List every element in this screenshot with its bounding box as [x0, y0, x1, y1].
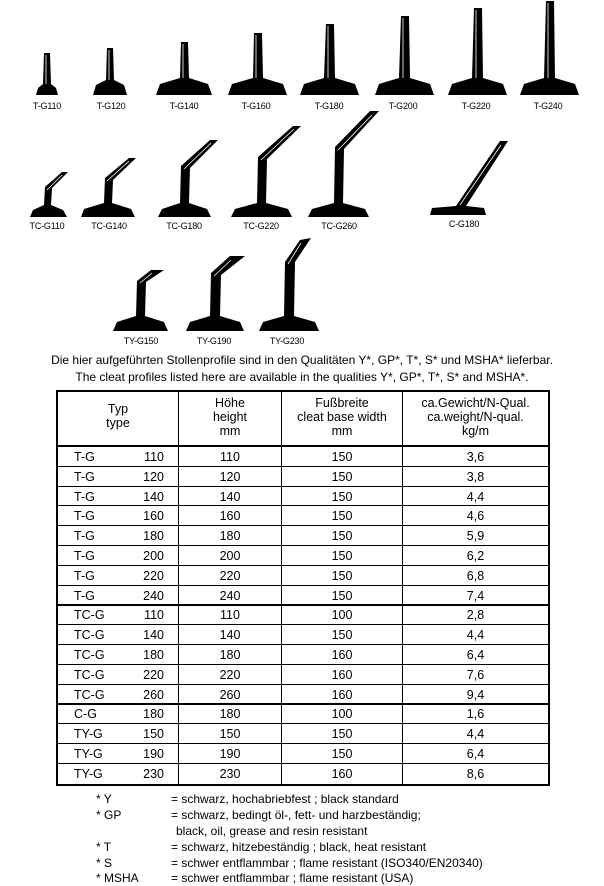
row-divider — [58, 525, 548, 526]
cell-weight: 1,6 — [466, 707, 485, 722]
cell-size: 260 — [143, 687, 164, 702]
cell-size: 200 — [143, 549, 164, 563]
row-divider — [58, 743, 548, 744]
cell-height: 220 — [219, 568, 241, 583]
footnote-mark-msha: * MSHA — [96, 871, 139, 885]
caption-tc-g110: TC-G110 — [29, 221, 65, 231]
cell-size: 180 — [143, 648, 164, 662]
header-weight: ca.Gewicht/N-Qual. ca.weight/N-qual. kg/m — [421, 396, 530, 438]
cell-weight: 9,4 — [466, 687, 485, 702]
cell-height: 110 — [220, 450, 240, 464]
cell-type: T-G — [74, 529, 95, 544]
intro-text-de: Die hier aufgeführten Stollenprofile sind in den Qualitäten Y*, GP*, T*, S* und MSHA* lieferbar. — [51, 353, 553, 367]
cell-size: 160 — [143, 509, 164, 524]
cell-height: 120 — [219, 469, 241, 484]
cell-base-width: 150 — [331, 549, 353, 563]
row-divider — [58, 565, 548, 566]
caption-tc-g260: TC-G260 — [321, 221, 357, 231]
cell-base-width: 150 — [331, 628, 353, 643]
row-divider — [58, 545, 548, 546]
header-type: Typ type — [106, 402, 130, 430]
caption-t-g220: T-G220 — [461, 101, 491, 111]
row-divider — [58, 505, 548, 506]
cell-size: 190 — [143, 747, 164, 761]
cell-type: T-G — [74, 509, 95, 524]
cell-weight: 6,2 — [466, 549, 485, 563]
profile-c-g180 — [430, 141, 508, 215]
profile-tc-g140 — [81, 158, 136, 217]
profile-tc-g220 — [231, 126, 301, 217]
profile-ty-g150 — [113, 270, 168, 331]
cell-base-width: 150 — [331, 588, 353, 603]
caption-t-g160: T-G160 — [241, 101, 271, 111]
cell-height: 110 — [220, 608, 240, 623]
row-divider — [58, 585, 548, 586]
profile-t-g160 — [228, 33, 287, 95]
cell-base-width: 150 — [331, 489, 353, 504]
cell-size: 220 — [143, 667, 164, 682]
caption-ty-g150: TY-G150 — [123, 336, 159, 346]
cell-base-width: 150 — [331, 469, 353, 484]
cell-size: 110 — [144, 450, 164, 464]
cell-size: 230 — [143, 766, 164, 781]
cell-type: TC-G — [74, 667, 105, 682]
row-divider — [58, 723, 548, 724]
footnote-text-y: = schwarz, hochabriebfest ; black standard — [171, 792, 399, 806]
footnote-mark-t: * T — [96, 840, 112, 854]
cell-height: 180 — [219, 707, 241, 722]
cell-weight: 7,4 — [466, 588, 485, 603]
footnote-text-msha: = schwer entflammbar ; flame resistant (USA) — [171, 871, 414, 885]
profile-t-g240 — [520, 1, 579, 95]
cell-base-width: 160 — [331, 766, 353, 781]
caption-tc-g220: TC-G220 — [243, 221, 279, 231]
caption-ty-g190: TY-G190 — [196, 336, 232, 346]
cell-base-width: 150 — [331, 747, 353, 761]
footnote-text-gp-en: black, oil, grease and resin resistant — [176, 824, 368, 838]
row-divider — [58, 624, 548, 625]
cell-weight: 5,9 — [466, 529, 485, 544]
cell-size: 240 — [143, 588, 164, 603]
cell-type: TC-G — [74, 687, 105, 702]
cell-weight: 6,8 — [466, 568, 485, 583]
caption-c-g180: C-G180 — [448, 219, 480, 229]
cell-size: 140 — [143, 628, 164, 643]
cell-height: 180 — [219, 529, 241, 544]
caption-t-g120: T-G120 — [96, 101, 126, 111]
footnote-text-gp: = schwarz, bedingt öl-, fett- und harzbeständig; — [171, 808, 421, 822]
cell-base-width: 150 — [331, 529, 353, 544]
cell-weight: 8,6 — [466, 766, 485, 781]
cell-size: 120 — [143, 469, 164, 484]
intro-text-en: The cleat profiles listed here are available in the qualities Y*, GP*, T*, S* and MSHA*. — [75, 370, 529, 384]
cell-weight: 3,8 — [466, 469, 485, 484]
cell-height: 260 — [219, 687, 241, 702]
row-divider — [58, 664, 548, 665]
cell-height: 190 — [219, 747, 241, 761]
cell-type: TY-G — [74, 727, 103, 742]
cell-weight: 4,4 — [466, 727, 485, 742]
cell-type: TC-G — [74, 628, 105, 643]
row-divider — [58, 466, 548, 467]
cell-height: 150 — [219, 727, 241, 742]
row-divider — [58, 763, 548, 764]
cell-base-width: 150 — [331, 727, 353, 742]
cell-type: TY-G — [74, 766, 103, 781]
cell-weight: 6,4 — [466, 648, 485, 662]
cell-base-width: 100 — [331, 608, 353, 623]
cell-weight: 7,6 — [466, 667, 485, 682]
cell-type: TC-G — [74, 608, 105, 623]
caption-t-g200: T-G200 — [388, 101, 418, 111]
cell-base-width: 150 — [331, 568, 353, 583]
caption-tc-g140: TC-G140 — [91, 221, 127, 231]
cell-type: T-G — [74, 568, 95, 583]
cell-base-width: 100 — [331, 707, 353, 722]
cell-type: TY-G — [74, 747, 103, 761]
profile-t-g200 — [375, 16, 434, 95]
specification-table — [56, 390, 550, 786]
cell-size: 140 — [143, 489, 164, 504]
cell-weight: 4,4 — [466, 489, 485, 504]
cell-base-width: 160 — [331, 648, 353, 662]
profile-ty-g190 — [186, 256, 245, 331]
cell-weight: 6,4 — [466, 747, 485, 761]
header-height: Höhe height mm — [212, 396, 248, 438]
cell-size: 220 — [143, 568, 164, 583]
profile-tc-g180 — [158, 140, 218, 217]
footnote-text-s: = schwer entflammbar ; flame resistant (ISO340/EN20340) — [171, 856, 483, 870]
cell-height: 140 — [219, 489, 241, 504]
caption-t-g180: T-G180 — [314, 101, 344, 111]
cell-height: 140 — [219, 628, 241, 643]
cell-type: T-G — [74, 489, 95, 504]
footnote-mark-gp: * GP — [96, 808, 122, 822]
cell-size: 180 — [143, 529, 164, 544]
header-base-width: Fußbreite cleat base width mm — [297, 396, 387, 438]
cell-height: 200 — [219, 549, 241, 563]
footnote-text-t: = schwarz, hitzebeständig ; black, heat resistant — [171, 840, 427, 854]
header-rule — [58, 445, 548, 447]
profile-t-g120 — [93, 48, 127, 95]
profile-ty-g230 — [259, 238, 319, 331]
row-divider — [58, 486, 548, 487]
cell-type: T-G — [74, 549, 95, 563]
cleat-profile-drawings — [0, 0, 604, 345]
footnote-mark-y: * Y — [96, 792, 112, 806]
cell-height: 230 — [219, 766, 241, 781]
cell-weight: 4,4 — [466, 628, 485, 643]
caption-t-g240: T-G240 — [533, 101, 563, 111]
cell-size: 180 — [143, 707, 164, 722]
cell-base-width: 150 — [331, 450, 353, 464]
cell-size: 110 — [144, 608, 164, 623]
cell-size: 150 — [143, 727, 164, 742]
row-divider — [58, 604, 548, 606]
row-divider — [58, 703, 548, 705]
cell-height: 220 — [219, 667, 241, 682]
caption-t-g140: T-G140 — [169, 101, 199, 111]
profile-t-g180 — [300, 24, 359, 95]
row-divider — [58, 644, 548, 645]
cell-base-width: 150 — [331, 509, 353, 524]
row-divider — [58, 684, 548, 685]
cell-height: 160 — [219, 509, 241, 524]
profile-t-g140 — [156, 42, 212, 95]
cell-type: T-G — [74, 469, 95, 484]
cell-height: 180 — [219, 648, 241, 662]
cell-weight: 2,8 — [466, 608, 485, 623]
cell-type: T-G — [74, 588, 95, 603]
profile-t-g110 — [36, 53, 58, 95]
caption-ty-g230: TY-G230 — [269, 336, 305, 346]
cell-base-width: 160 — [331, 687, 353, 702]
profile-t-g220 — [448, 8, 507, 95]
cell-height: 240 — [219, 588, 241, 603]
cell-weight: 3,6 — [466, 450, 485, 464]
profile-tc-g260 — [308, 111, 379, 217]
footnote-mark-s: * S — [96, 856, 113, 870]
cell-type: TC-G — [74, 648, 105, 662]
profile-tc-g110 — [30, 172, 68, 217]
caption-t-g110: T-G110 — [32, 101, 62, 111]
cell-type: C-G — [74, 707, 97, 722]
cell-base-width: 160 — [331, 667, 353, 682]
cell-type: T-G — [74, 450, 95, 464]
caption-tc-g180: TC-G180 — [166, 221, 202, 231]
cell-weight: 4,6 — [466, 509, 485, 524]
